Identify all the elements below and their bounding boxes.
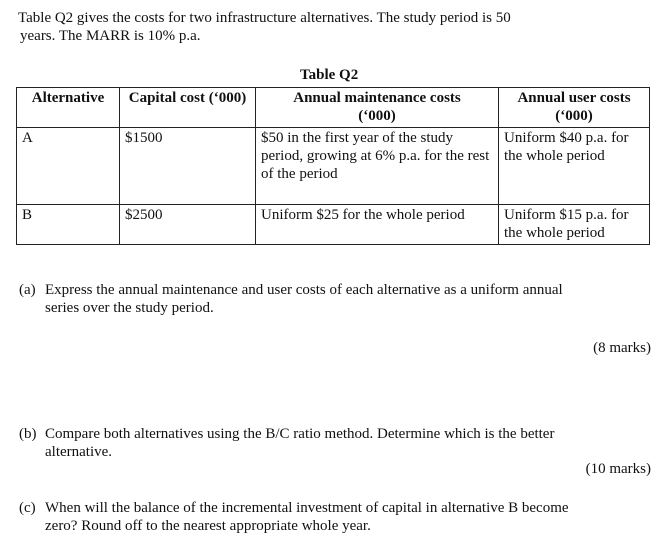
header-user-line-1: Annual user costs — [517, 90, 631, 106]
cell-capital-cost: $1500 — [120, 128, 256, 205]
question-c — [19, 499, 639, 535]
question-line-1: Express the annual maintenance and user costs of each alternative as a uniform annual — [45, 282, 563, 298]
question-line-1: Compare both alternatives using the B/C ratio method. Determine which is the better — [45, 426, 555, 442]
header-user-line-2: (‘000) — [555, 108, 593, 124]
question-a — [19, 281, 639, 317]
question-line-2: alternative. — [45, 444, 113, 460]
question-label: (a) — [19, 282, 36, 298]
table-row — [17, 205, 650, 245]
intro-paragraph — [18, 9, 638, 45]
cell-maintenance-cost: Uniform $25 for the whole period — [256, 205, 499, 245]
cell-maintenance-cost: $50 in the first year of the study period, growing at 6% p.a. for the rest of the period — [256, 128, 499, 205]
cell-user-cost: Uniform $40 p.a. for the whole period — [499, 128, 650, 205]
header-capital-cost: Capital cost (‘000) — [120, 88, 256, 128]
question-line-1: When will the balance of the incremental investment of capital in alternative B become — [45, 500, 569, 516]
cell-alternative: A — [17, 128, 120, 205]
cost-table — [16, 87, 650, 245]
table-row — [17, 128, 650, 205]
question-line-2: zero? Round off to the nearest appropriate whole year. — [45, 518, 371, 534]
intro-line-1: Table Q2 gives the costs for two infrastructure alternatives. The study period is 50 — [18, 10, 511, 26]
marks-b: (10 marks) — [585, 461, 651, 477]
question-b — [19, 425, 639, 461]
question-line-2: series over the study period. — [45, 300, 214, 316]
header-maintenance-line-1: Annual maintenance costs — [293, 90, 461, 106]
header-maintenance-line-2: (‘000) — [358, 108, 396, 124]
question-label: (b) — [19, 426, 37, 442]
question-label: (c) — [19, 500, 36, 516]
header-alternative: Alternative — [17, 88, 120, 128]
cell-capital-cost: $2500 — [120, 205, 256, 245]
table-header-row — [17, 88, 650, 128]
cell-alternative: B — [17, 205, 120, 245]
header-maintenance-costs — [256, 88, 499, 128]
cell-user-cost: Uniform $15 p.a. for the whole period — [499, 205, 650, 245]
intro-line-2: years. The MARR is 10% p.a. — [20, 28, 201, 44]
marks-a: (8 marks) — [593, 340, 651, 356]
table-title: Table Q2 — [300, 67, 359, 83]
header-user-costs — [499, 88, 650, 128]
